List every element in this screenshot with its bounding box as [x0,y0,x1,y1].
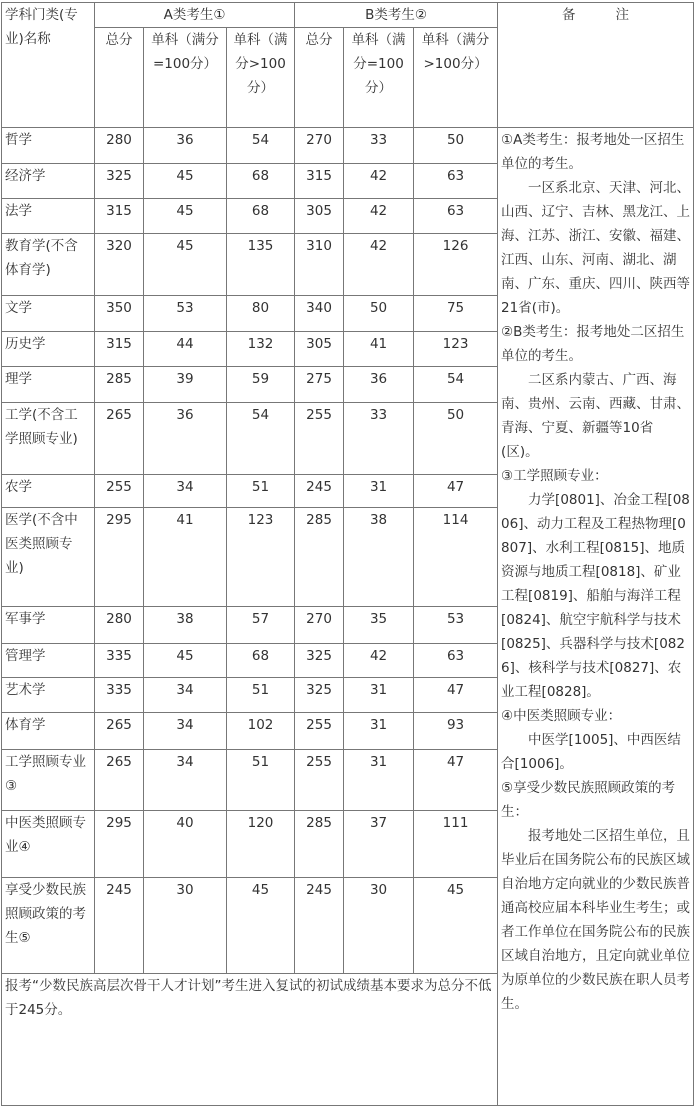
subject-name: 管理学 [2,644,95,678]
subject-name: 教育学(不含体育学) [2,234,95,296]
score-a-s2: 80 [227,296,295,332]
score-b-s2: 47 [414,678,498,713]
score-a-total: 315 [95,199,144,234]
subject-name: 法学 [2,199,95,234]
score-b-total: 340 [295,296,344,332]
score-a-total: 315 [95,332,144,367]
note-paragraph: ③工学照顾专业： [501,468,608,484]
subject-name: 哲学 [2,128,95,164]
remarks-notes [498,128,694,1106]
score-b-s1: 33 [344,403,414,475]
score-b-s2: 47 [414,475,498,508]
header-a-single-100: 单科（满分=100分） [144,28,227,128]
score-b-s2: 47 [414,750,498,811]
score-b-s1: 42 [344,644,414,678]
score-b-total: 315 [295,164,344,199]
score-b-s1: 42 [344,234,414,296]
score-a-total: 265 [95,750,144,811]
score-a-s1: 38 [144,607,227,644]
score-a-s2: 120 [227,811,295,878]
subject-name: 体育学 [2,713,95,750]
note-paragraph: ②B类考生：报考地处二区招生单位的考生。 [501,324,685,364]
score-a-s2: 132 [227,332,295,367]
header-group-a: A类考生① [95,3,295,28]
score-b-total: 270 [295,128,344,164]
score-table [1,2,694,1106]
score-a-s1: 53 [144,296,227,332]
footer-line-1: 报考“少数民族高层次骨干人才计划”考生进入复试的初试成绩基本要求为总分不低 [5,978,492,994]
score-a-s1: 36 [144,403,227,475]
header-b-single-100: 单科（满分=100分） [344,28,414,128]
score-b-total: 305 [295,332,344,367]
subject-name: 经济学 [2,164,95,199]
header-subject: 学科门类(专业)名称 [2,3,95,128]
note-paragraph: ④中医类照顾专业： [501,708,622,724]
score-a-s2: 54 [227,403,295,475]
score-a-s1: 30 [144,878,227,974]
score-a-s2: 59 [227,367,295,403]
score-b-s2: 54 [414,367,498,403]
score-b-total: 270 [295,607,344,644]
score-a-total: 335 [95,644,144,678]
header-b-single-gt100: 单科（满分>100分） [414,28,498,128]
score-a-total: 285 [95,367,144,403]
score-a-s2: 45 [227,878,295,974]
subject-name: 医学(不含中医类照顾专业) [2,508,95,607]
note-paragraph: 报考地处二区招生单位，且毕业后在国务院公布的民族区域自治地方定向就业的少数民族普通高校应届本科毕业生考生；或者工作单位在国务院公布的民族区域自治地方，且定向就业单位为原单位的少数民族在职人员考生。 [501,828,691,1012]
score-a-total: 350 [95,296,144,332]
score-b-total: 285 [295,811,344,878]
score-a-s1: 34 [144,475,227,508]
score-a-s2: 68 [227,164,295,199]
score-a-total: 255 [95,475,144,508]
subject-name: 农学 [2,475,95,508]
score-a-s2: 51 [227,475,295,508]
score-b-s1: 33 [344,128,414,164]
score-a-s2: 135 [227,234,295,296]
note-paragraph: 中医学[1005]、中西医结合[1006]。 [501,732,681,772]
score-b-s2: 53 [414,607,498,644]
score-a-total: 280 [95,607,144,644]
table-row [2,128,694,164]
note-paragraph: 二区系内蒙古、广西、海南、贵州、云南、西藏、甘肃、青海、宁夏、新疆等10省(区)。 [501,372,691,460]
score-b-total: 325 [295,678,344,713]
score-b-total: 255 [295,713,344,750]
score-b-s1: 31 [344,750,414,811]
subject-name: 历史学 [2,332,95,367]
score-b-total: 255 [295,750,344,811]
header-group-b: B类考生② [295,3,498,28]
score-b-s2: 50 [414,403,498,475]
score-a-s1: 39 [144,367,227,403]
score-b-s1: 41 [344,332,414,367]
footer-line-2: 于245分。 [5,1002,72,1018]
header-a-single-gt100: 单科（满分>100分） [227,28,295,128]
score-b-s2: 63 [414,199,498,234]
note-paragraph: 一区系北京、天津、河北、山西、辽宁、吉林、黑龙江、上海、江苏、浙江、安徽、福建、江西、山东、河南、湖北、湖南、广东、重庆、四川、陕西等21省(市)。 [501,180,691,316]
header-remarks-1: 备 [562,7,576,23]
score-b-s1: 37 [344,811,414,878]
score-a-s1: 36 [144,128,227,164]
score-a-s2: 68 [227,199,295,234]
subject-name: 工学(不含工学照顾专业) [2,403,95,475]
score-a-total: 335 [95,678,144,713]
score-a-total: 280 [95,128,144,164]
subject-name: 理学 [2,367,95,403]
footer-note [2,974,498,1106]
score-a-s2: 51 [227,678,295,713]
score-a-s1: 45 [144,164,227,199]
score-a-s1: 40 [144,811,227,878]
subject-name: 军事学 [2,607,95,644]
score-b-s2: 114 [414,508,498,607]
score-b-s1: 42 [344,164,414,199]
score-a-total: 265 [95,713,144,750]
score-b-s1: 50 [344,296,414,332]
subject-name: 享受少数民族照顾政策的考生⑤ [2,878,95,974]
score-a-s2: 68 [227,644,295,678]
score-a-total: 320 [95,234,144,296]
score-a-s1: 34 [144,678,227,713]
header-b-total: 总分 [295,28,344,128]
score-b-s2: 50 [414,128,498,164]
score-b-total: 275 [295,367,344,403]
subject-name: 中医类照顾专业④ [2,811,95,878]
subject-name: 文学 [2,296,95,332]
header-remarks [498,3,694,128]
score-b-s1: 35 [344,607,414,644]
header-remarks-2: 注 [615,7,630,23]
score-b-total: 310 [295,234,344,296]
score-a-total: 295 [95,811,144,878]
score-b-s2: 123 [414,332,498,367]
score-a-s2: 57 [227,607,295,644]
score-b-s2: 111 [414,811,498,878]
score-a-s2: 123 [227,508,295,607]
score-b-total: 245 [295,475,344,508]
score-b-s2: 93 [414,713,498,750]
score-b-s1: 36 [344,367,414,403]
score-a-s2: 51 [227,750,295,811]
score-b-s1: 31 [344,678,414,713]
subject-name: 工学照顾专业③ [2,750,95,811]
score-a-s1: 45 [144,644,227,678]
score-a-total: 295 [95,508,144,607]
note-paragraph: ①A类考生：报考地处一区招生单位的考生。 [501,132,685,172]
score-a-s1: 45 [144,234,227,296]
score-a-s1: 34 [144,713,227,750]
score-b-total: 305 [295,199,344,234]
score-b-s1: 42 [344,199,414,234]
score-b-s2: 63 [414,644,498,678]
note-paragraph: ⑤享受少数民族照顾政策的考生： [501,780,676,820]
score-a-s1: 34 [144,750,227,811]
score-a-s1: 45 [144,199,227,234]
score-b-s1: 31 [344,713,414,750]
score-a-s1: 44 [144,332,227,367]
score-b-s1: 30 [344,878,414,974]
score-b-total: 285 [295,508,344,607]
subject-name: 艺术学 [2,678,95,713]
score-b-total: 325 [295,644,344,678]
header-a-total: 总分 [95,28,144,128]
score-a-s1: 41 [144,508,227,607]
score-b-total: 255 [295,403,344,475]
score-a-s2: 54 [227,128,295,164]
score-b-s1: 38 [344,508,414,607]
score-a-total: 245 [95,878,144,974]
score-a-total: 325 [95,164,144,199]
score-a-s2: 102 [227,713,295,750]
score-b-s1: 31 [344,475,414,508]
note-paragraph: 力学[0801]、冶金工程[0806]、动力工程及工程热物理[0807]、水利工程[0815]、地质资源与地质工程[0818]、矿业工程[0819]、船舶与海洋工程[0824]、航空宇航科学与技术[0825]、兵器科学与技术[0826]、核科学与技术[0827]、农业工程[0828]。 [501,492,690,700]
score-a-total: 265 [95,403,144,475]
score-b-s2: 45 [414,878,498,974]
score-b-total: 245 [295,878,344,974]
score-b-s2: 63 [414,164,498,199]
score-b-s2: 75 [414,296,498,332]
score-b-s2: 126 [414,234,498,296]
